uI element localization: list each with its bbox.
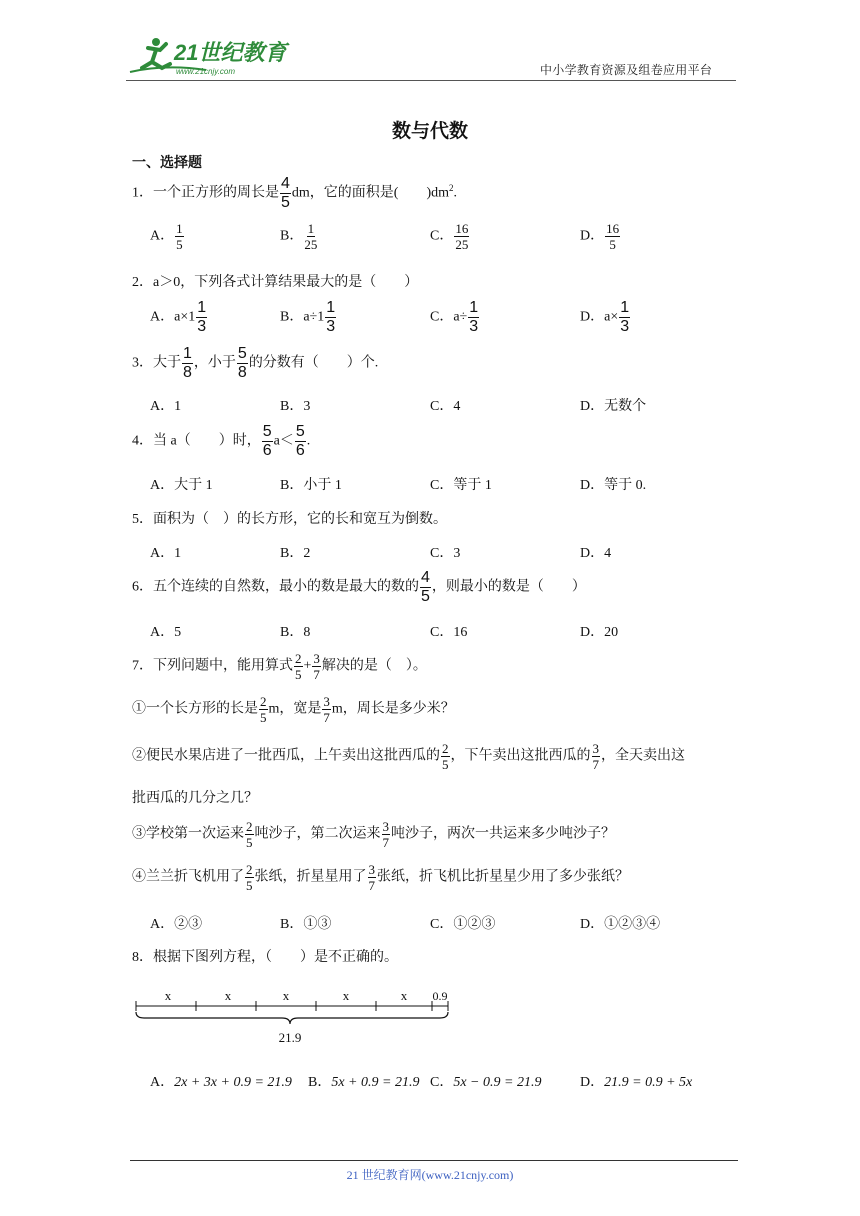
q7-item-4 <box>132 863 629 892</box>
frac-num: 1 <box>307 221 315 236</box>
q1-text-mid: dm，它的面积是( )dm <box>291 185 450 201</box>
q4-option-c[interactable]: C．等于 1 <box>430 478 492 493</box>
frac-num: 5 <box>262 423 272 440</box>
question-1 <box>132 176 457 211</box>
q4-option-b[interactable]: B．小于 1 <box>280 478 342 493</box>
frac-den: 7 <box>313 667 320 682</box>
frac-num: 3 <box>323 694 330 709</box>
option-label: C． <box>430 228 454 244</box>
option-label: A．a×1 <box>150 309 196 325</box>
frac-den: 25 <box>304 237 318 252</box>
q3-option-d[interactable]: D．无数个 <box>580 399 647 414</box>
frac-den: 6 <box>262 442 272 459</box>
q8-option-b[interactable] <box>308 1071 419 1091</box>
question-3 <box>132 346 378 381</box>
question-5: 5．面积为（ ）的长方形，它的长和宽互为倒数。 <box>132 512 447 527</box>
q5-option-a[interactable]: A．1 <box>150 546 182 561</box>
q2-option-a[interactable] <box>150 300 208 335</box>
frac-den: 5 <box>176 237 183 252</box>
q2-option-b[interactable] <box>280 300 337 335</box>
item-text-end: m，周长是多少米？ <box>331 701 455 717</box>
q7-option-c[interactable]: C．①②③ <box>430 917 496 932</box>
q8-option-c[interactable] <box>430 1071 541 1091</box>
logo-url: www.21cnjy.com <box>176 67 235 76</box>
segment-label-x: x <box>342 988 350 1003</box>
total-label: 21.9 <box>278 1030 302 1045</box>
q1-option-b[interactable] <box>280 222 318 251</box>
frac-num: 5 <box>237 345 247 362</box>
frac-den: 3 <box>620 318 630 335</box>
frac-den: 5 <box>295 667 302 682</box>
frac-den: 25 <box>455 237 469 252</box>
q3-option-b[interactable]: B．3 <box>280 399 311 414</box>
q7-option-a[interactable]: A．②③ <box>150 917 203 932</box>
logo-text: 21世纪教育 <box>174 40 287 65</box>
frac-num: 1 <box>183 345 192 362</box>
plus-sign: + <box>303 658 312 674</box>
frac-den: 7 <box>323 710 330 725</box>
q7-text: 7．下列问题中，能用算式 <box>132 658 293 674</box>
frac-num: 2 <box>246 862 253 877</box>
frac-den: 8 <box>237 364 247 381</box>
q4-text-end: . <box>306 433 311 449</box>
option-label: D．a× <box>580 309 619 325</box>
frac-den: 5 <box>609 237 616 252</box>
q1-option-a[interactable] <box>150 222 185 251</box>
frac-den: 3 <box>469 318 479 335</box>
equation: 5x − 0.9 = 21.9 <box>453 1075 542 1090</box>
q3-option-a[interactable]: A．1 <box>150 399 182 414</box>
question-4 <box>132 424 310 459</box>
segment-label-extra: 0.9 <box>432 989 448 1003</box>
q3-text-mid: ，小于 <box>193 355 236 371</box>
q6-option-a[interactable]: A．5 <box>150 625 182 640</box>
item-text: ②便民水果店进了一批西瓜，上午卖出这批西瓜的 <box>132 748 440 764</box>
q6-text: 6．五个连续的自然数，最小的数是最大的数的 <box>132 579 419 595</box>
q1-text: 1．一个正方形的周长是 <box>132 185 279 201</box>
item-text-mid: 张纸，折星星用了 <box>254 869 367 885</box>
option-label: A． <box>150 228 175 244</box>
frac-num: 16 <box>455 221 469 236</box>
q4-text-mid: a＜ <box>273 433 294 449</box>
option-label: B． <box>308 1075 332 1090</box>
item-text: ①一个长方形的长是 <box>132 701 258 717</box>
q1-option-d[interactable] <box>580 222 621 251</box>
frac-den: 3 <box>326 318 336 335</box>
frac-den: 5 <box>281 194 290 211</box>
q3-text-end: 的分数有（ ）个. <box>248 355 379 371</box>
question-8: 8．根据下图列方程，（ ）是不正确的。 <box>132 950 398 965</box>
frac-den: 7 <box>382 835 389 850</box>
item-text-mid: 吨沙子，第二次运来 <box>254 826 381 842</box>
frac-num: 2 <box>442 741 449 756</box>
q1-superscript: 2 <box>449 183 454 194</box>
option-label: D． <box>580 1075 605 1090</box>
frac-den: 5 <box>442 757 449 772</box>
q8-option-d[interactable] <box>580 1071 692 1091</box>
frac-den: 6 <box>295 442 305 459</box>
question-7 <box>132 652 427 681</box>
q5-option-d[interactable]: D．4 <box>580 546 612 561</box>
segment-label-x: x <box>400 988 408 1003</box>
section-heading: 一、选择题 <box>132 156 202 171</box>
frac-den: 5 <box>246 878 253 893</box>
frac-den: 7 <box>368 878 375 893</box>
footer-link[interactable]: 21 世纪教育网(www.21cnjy.com) <box>346 1168 514 1182</box>
option-label: C．a÷ <box>430 309 468 325</box>
item-text: ③学校第一次运来 <box>132 826 244 842</box>
item-text-end: 吨沙子，两次一共运来多少吨沙子？ <box>391 826 615 842</box>
q4-option-d[interactable]: D．等于 0. <box>580 478 647 493</box>
q3-text: 3．大于 <box>132 355 181 371</box>
q3-option-c[interactable]: C．4 <box>430 399 461 414</box>
q1-option-c[interactable] <box>430 222 470 251</box>
equation: 2x + 3x + 0.9 = 21.9 <box>174 1075 292 1090</box>
q7-option-d[interactable]: D．①②③④ <box>580 917 661 932</box>
frac-den: 5 <box>421 588 430 605</box>
q5-option-c[interactable]: C．3 <box>430 546 461 561</box>
option-label: B． <box>280 228 304 244</box>
segment-diagram <box>130 986 460 1055</box>
q6-option-d[interactable]: D．20 <box>580 625 619 640</box>
item-text-end: 张纸，折飞机比折星星少用了多少张纸？ <box>377 869 629 885</box>
frac-num: 16 <box>606 221 620 236</box>
q7-item-2-cont: 批西瓜的几分之几？ <box>132 791 258 806</box>
option-label: A． <box>150 1075 175 1090</box>
q7-option-b[interactable]: B．①③ <box>280 917 332 932</box>
question-2: 2．a＞0，下列各式计算结果最大的是（ ） <box>132 275 419 290</box>
option-label: C． <box>430 1075 454 1090</box>
frac-den: 5 <box>260 710 267 725</box>
item-text-end: ，全天卖出这 <box>601 748 685 764</box>
q6-text-end: ，则最小的数是（ ） <box>431 579 586 595</box>
q7-text-end: 解决的是（ ）。 <box>321 658 427 674</box>
header-platform-text: 中小学教育资源及组卷应用平台 <box>540 63 713 77</box>
header-divider <box>126 80 736 81</box>
frac-num: 1 <box>197 299 207 316</box>
equation: 5x + 0.9 = 21.9 <box>331 1075 420 1090</box>
item-text-mid: ，下午卖出这批西瓜的 <box>450 748 591 764</box>
frac-den: 7 <box>592 757 599 772</box>
option-label: B．a÷1 <box>280 309 325 325</box>
frac-den: 8 <box>183 364 192 381</box>
q7-item-3 <box>132 820 615 849</box>
frac-den: 5 <box>246 835 253 850</box>
item-text-mid: m，宽是 <box>268 701 322 717</box>
frac-num: 4 <box>281 175 290 192</box>
q2-option-d[interactable] <box>580 300 631 335</box>
q6-option-c[interactable]: C．16 <box>430 625 468 640</box>
q8-option-a[interactable] <box>150 1071 292 1091</box>
q4-option-a[interactable]: A．大于 1 <box>150 478 213 493</box>
segment-label-x: x <box>224 988 232 1003</box>
frac-num: 1 <box>176 221 183 236</box>
item-text: ④兰兰折飞机用了 <box>132 869 244 885</box>
q6-option-b[interactable]: B．8 <box>280 625 311 640</box>
q7-item-1 <box>132 695 455 724</box>
frac-num: 3 <box>382 819 389 834</box>
equation: 21.9 = 0.9 + 5x <box>604 1075 693 1090</box>
frac-num: 3 <box>368 862 375 877</box>
site-logo <box>126 34 291 80</box>
frac-num: 3 <box>313 651 320 666</box>
footer-divider <box>130 1160 738 1161</box>
q5-option-b[interactable]: B．2 <box>280 546 311 561</box>
frac-num: 2 <box>246 819 253 834</box>
frac-num: 2 <box>295 651 302 666</box>
option-label: D． <box>580 228 605 244</box>
q4-text: 4．当 a（ ）时， <box>132 433 261 449</box>
q1-text-end: . <box>453 185 458 201</box>
segment-label-x: x <box>282 988 290 1003</box>
question-6 <box>132 570 586 605</box>
frac-num: 1 <box>326 299 336 316</box>
page-title: 数与代数 <box>391 121 468 142</box>
frac-num: 4 <box>421 569 430 586</box>
frac-num: 5 <box>295 423 305 440</box>
frac-num: 1 <box>469 299 479 316</box>
frac-num: 2 <box>260 694 267 709</box>
q7-item-2 <box>132 742 685 771</box>
segment-label-x: x <box>164 988 172 1003</box>
frac-num: 1 <box>620 299 630 316</box>
brace <box>136 1012 448 1024</box>
frac-den: 3 <box>197 318 207 335</box>
q2-option-c[interactable] <box>430 300 480 335</box>
frac-num: 3 <box>592 741 599 756</box>
